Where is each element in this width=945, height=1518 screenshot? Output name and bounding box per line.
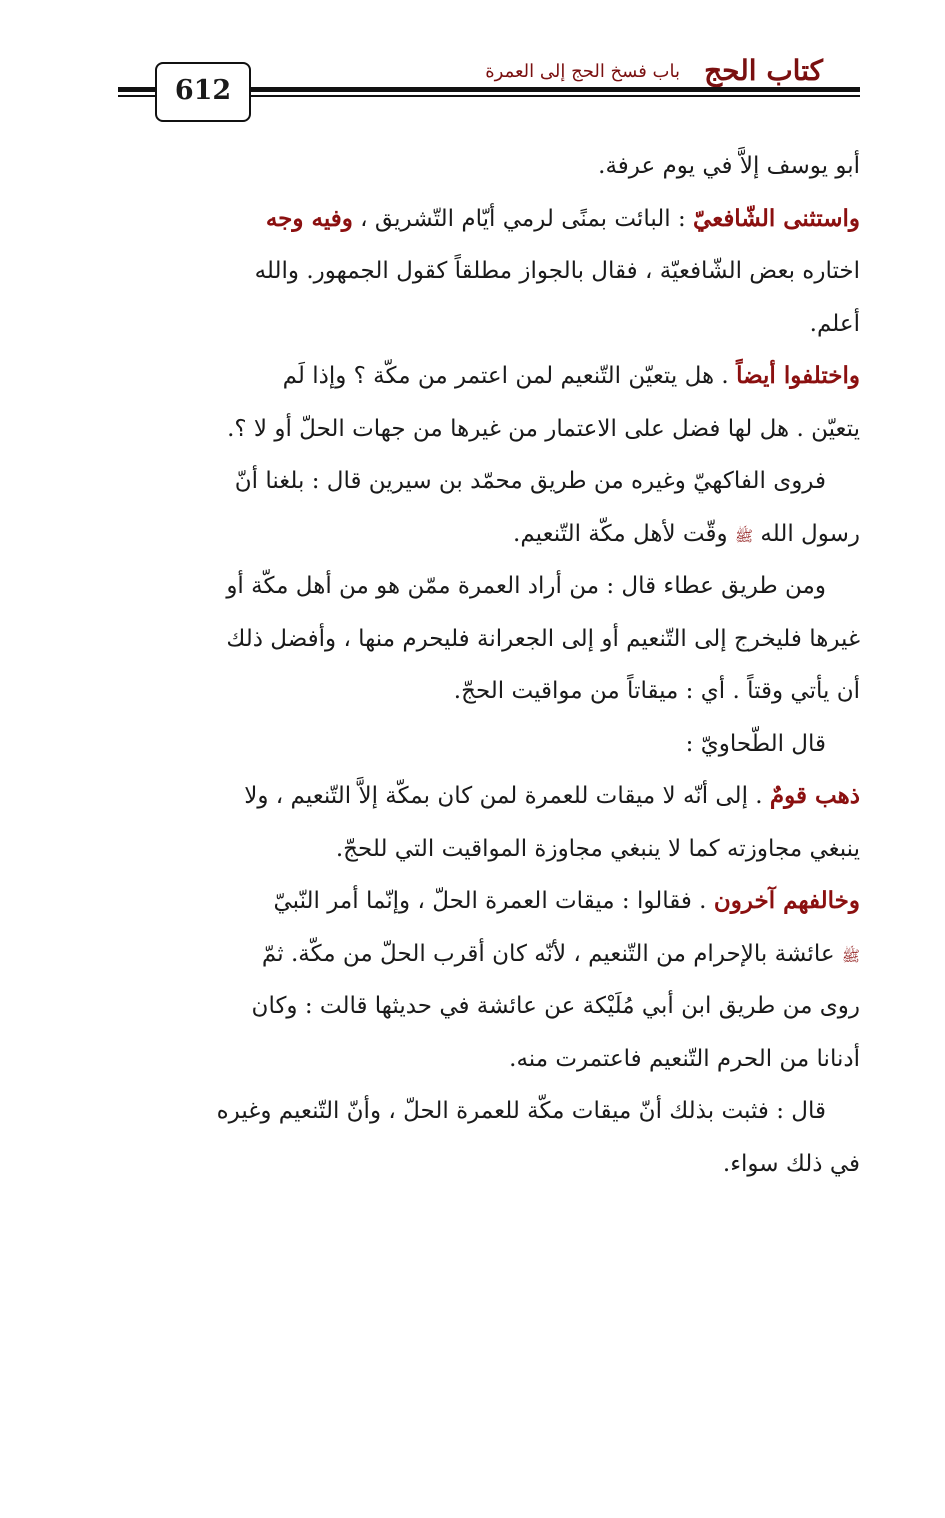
page-body <box>118 140 860 1190</box>
text-line: ﷺ عائشة بالإحرام من التّنعيم ، لأنّه كان أقرب الحلّ من مكّة. ثمّ <box>261 940 860 967</box>
text-line: رسول الله ﷺ وقّت لأهل مكّة التّنعيم. <box>513 520 860 547</box>
honorific-glyph: ﷺ <box>841 946 860 965</box>
emphasis-text: واستثنى الشّافعيّ <box>693 204 860 232</box>
text-line: ذهب قومٌ . إلى أنّه لا ميقات للعمرة لمن كان بمكّة إلاَّ التّنعيم ، ولا <box>244 782 860 809</box>
text-line: يتعيّن . هل لها فضل على الاعتمار من غيرها من جهات الحلّ أو لا ؟. <box>227 415 860 442</box>
text-line: أدنانا من الحرم التّنعيم فاعتمرت منه. <box>509 1045 860 1072</box>
text-line: واستثنى الشّافعيّ : البائت بمنًى لرمي أيّام التّشريق ، وفيه وجه <box>265 204 860 232</box>
text-line: أعلم. <box>809 310 860 337</box>
emphasis-text: وفيه وجه <box>265 204 353 232</box>
emphasis-text: وخالفهم آخرون <box>713 887 860 914</box>
text-line: اختاره بعض الشّافعيّة ، فقال بالجواز مطلقاً كقول الجمهور. والله <box>254 258 860 284</box>
page-header <box>0 0 945 130</box>
text-line: روى من طريق ابن أبي مُلَيْكة عن عائشة في حديثها قالت : وكان <box>251 993 860 1019</box>
book-title: كتاب الحج <box>704 54 823 87</box>
text-line: وخالفهم آخرون . فقالوا : ميقات العمرة الحلّ ، وإنّما أمر النّبيّ <box>273 887 860 914</box>
text-line: فروى الفاكهيّ وغيره من طريق محمّد بن سيرين قال : بلغنا أنّ <box>234 468 826 494</box>
text-line: غيرها فليخرج إلى التّنعيم أو إلى الجعرانة فليحرم منها ، وأفضل ذلك <box>226 625 860 652</box>
emphasis-text: ذهب قومٌ <box>769 782 860 809</box>
chapter-title: باب فسخ الحج إلى العمرة <box>485 61 680 82</box>
text-line: ينبغي مجاوزته كما لا ينبغي مجاوزة المواقيت التي للحجّ. <box>335 835 860 862</box>
emphasis-text: واختلفوا أيضاً <box>736 362 860 389</box>
text-line: في ذلك سواء. <box>722 1150 860 1177</box>
text-line: أن يأتي وقتاً . أي : ميقاتاً من مواقيت الحجّ. <box>453 678 860 704</box>
honorific-glyph: ﷺ <box>734 526 754 545</box>
text-line: قال : فثبت بذلك أنّ ميقات مكّة للعمرة الحلّ ، وأنّ التّنعيم وغيره <box>216 1098 826 1124</box>
text-line: واختلفوا أيضاً . هل يتعيّن التّنعيم لمن اعتمر من مكّة ؟ وإذا لَم <box>282 362 860 389</box>
text-line: أبو يوسف إلاَّ في يوم عرفة. <box>598 153 860 179</box>
text-line: قال الطّحاويّ : <box>685 730 826 757</box>
text-line: ومن طريق عطاء قال : من أراد العمرة ممّن هو من أهل مكّة أو <box>226 573 826 599</box>
page-number: 612 <box>155 62 251 122</box>
